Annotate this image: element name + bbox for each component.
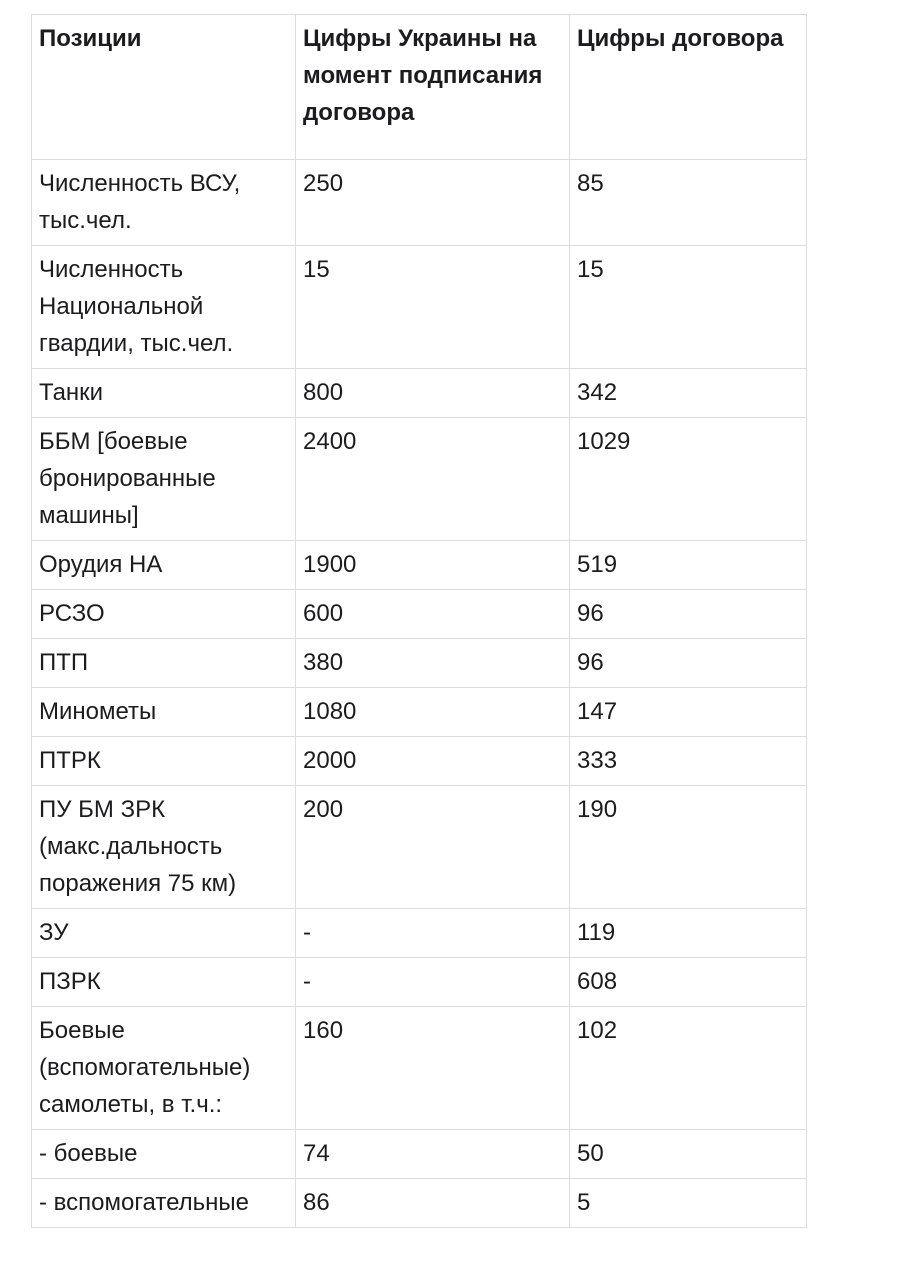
table-row: [32, 958, 807, 1007]
cell-treaty-value: 119: [570, 909, 807, 958]
header-row: [32, 15, 807, 160]
cell-ukraine-value: 15: [296, 246, 570, 369]
cell-position: ПТП: [32, 639, 296, 688]
cell-treaty-value: 5: [570, 1179, 807, 1228]
cell-position: Численность ВСУ, тыс.чел.: [32, 160, 296, 246]
cell-position: ЗУ: [32, 909, 296, 958]
cell-position: Орудия НА: [32, 541, 296, 590]
table-row: [32, 246, 807, 369]
cell-position: - вспомогательные: [32, 1179, 296, 1228]
cell-treaty-value: 608: [570, 958, 807, 1007]
table-row: [32, 909, 807, 958]
table-row: [32, 541, 807, 590]
table-row: [32, 737, 807, 786]
table-row: [32, 1179, 807, 1228]
cell-position: ББМ [боевые бронированные машины]: [32, 418, 296, 541]
table-row: [32, 1007, 807, 1130]
cell-treaty-value: 1029: [570, 418, 807, 541]
cell-ukraine-value: 600: [296, 590, 570, 639]
cell-treaty-value: 342: [570, 369, 807, 418]
cell-treaty-value: 85: [570, 160, 807, 246]
cell-position: Минометы: [32, 688, 296, 737]
cell-ukraine-value: 1080: [296, 688, 570, 737]
cell-position: - боевые: [32, 1130, 296, 1179]
table-row: [32, 639, 807, 688]
comparison-table: [31, 14, 807, 1228]
table-row: [32, 1130, 807, 1179]
cell-ukraine-value: 200: [296, 786, 570, 909]
cell-treaty-value: 96: [570, 590, 807, 639]
cell-treaty-value: 190: [570, 786, 807, 909]
table-row: [32, 369, 807, 418]
cell-position: ПТРК: [32, 737, 296, 786]
cell-ukraine-value: 74: [296, 1130, 570, 1179]
table-row: [32, 688, 807, 737]
cell-position: ПЗРК: [32, 958, 296, 1007]
table-body: [32, 160, 807, 1228]
header-treaty-figures: Цифры договора: [570, 15, 807, 160]
cell-treaty-value: 519: [570, 541, 807, 590]
cell-ukraine-value: 800: [296, 369, 570, 418]
cell-ukraine-value: -: [296, 909, 570, 958]
table-row: [32, 160, 807, 246]
cell-ukraine-value: -: [296, 958, 570, 1007]
cell-position: ПУ БМ ЗРК (макс.дальность поражения 75 км): [32, 786, 296, 909]
cell-position: Численность Национальной гвардии, тыс.чел.: [32, 246, 296, 369]
cell-ukraine-value: 2000: [296, 737, 570, 786]
header-positions: Позиции: [32, 15, 296, 160]
cell-treaty-value: 96: [570, 639, 807, 688]
cell-treaty-value: 50: [570, 1130, 807, 1179]
cell-treaty-value: 147: [570, 688, 807, 737]
cell-ukraine-value: 380: [296, 639, 570, 688]
table-row: [32, 786, 807, 909]
cell-treaty-value: 102: [570, 1007, 807, 1130]
table-header: [32, 15, 807, 160]
cell-position: Боевые (вспомогательные) самолеты, в т.ч.:: [32, 1007, 296, 1130]
header-ukraine-figures: Цифры Украины на момент подписания договора: [296, 15, 570, 160]
cell-ukraine-value: 86: [296, 1179, 570, 1228]
cell-ukraine-value: 1900: [296, 541, 570, 590]
cell-treaty-value: 333: [570, 737, 807, 786]
cell-position: Танки: [32, 369, 296, 418]
cell-treaty-value: 15: [570, 246, 807, 369]
cell-ukraine-value: 2400: [296, 418, 570, 541]
cell-ukraine-value: 160: [296, 1007, 570, 1130]
cell-ukraine-value: 250: [296, 160, 570, 246]
cell-position: РСЗО: [32, 590, 296, 639]
table-row: [32, 590, 807, 639]
table-row: [32, 418, 807, 541]
